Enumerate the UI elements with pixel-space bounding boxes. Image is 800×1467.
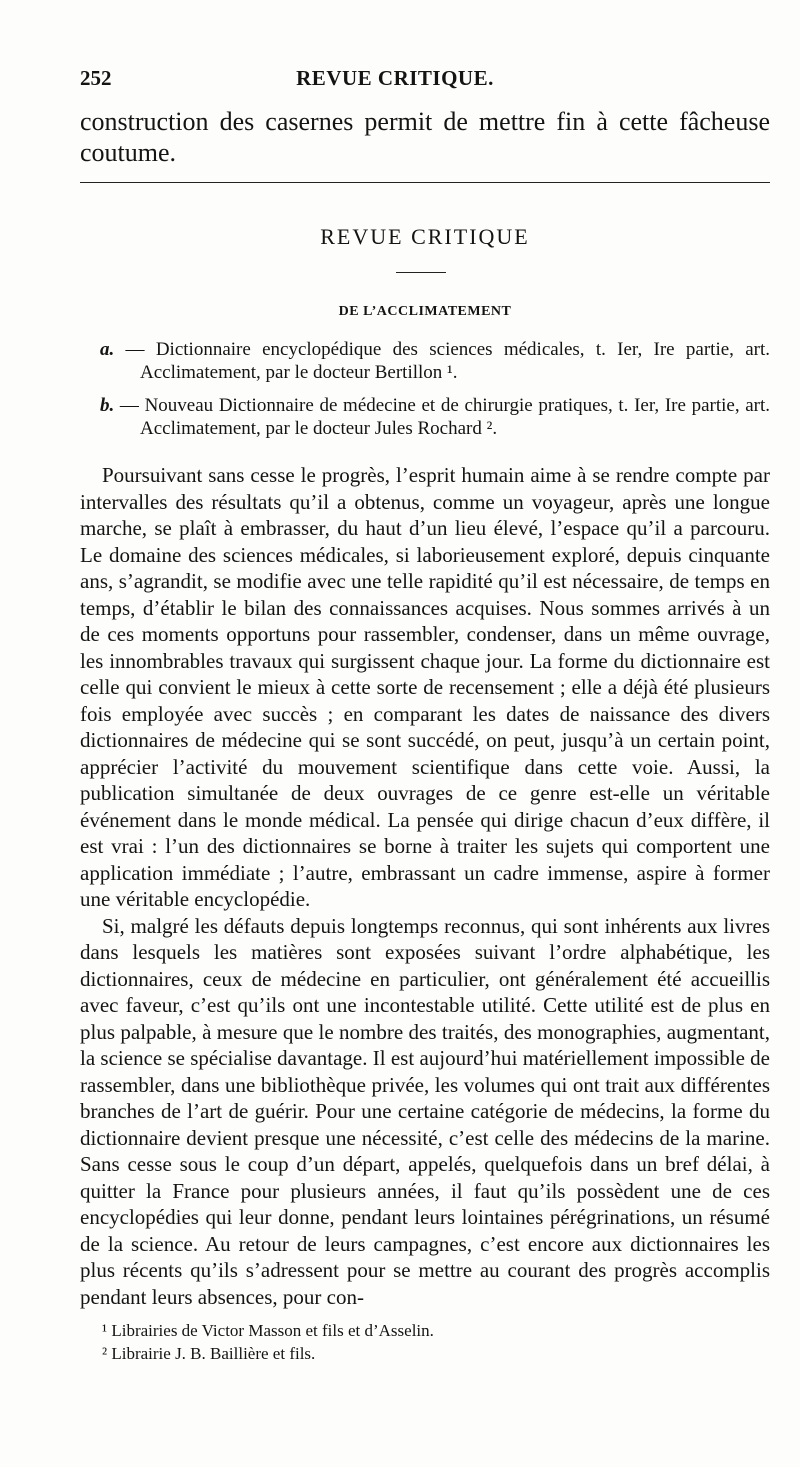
- running-title: REVUE CRITIQUE.: [296, 66, 494, 90]
- section-divider: [80, 182, 770, 183]
- title-divider: [396, 272, 446, 273]
- page-header: [80, 66, 710, 96]
- reference-letter: a.: [100, 339, 115, 360]
- footnotes: [80, 1319, 770, 1365]
- section-title: REVUE CRITIQUE: [320, 224, 530, 249]
- body-text: [80, 462, 770, 1310]
- paragraph: Poursuivant sans cesse le progrès, l’esprit humain aime à se rendre compte par intervalles des résultats qu’il a obtenus, comme un voyageur, après une longue marche, se plaît à embrasser, du haut d’un lieu élevé, l’espace qu’il a parcouru. Le domaine des sciences médicales, si laborieusement exploré, depuis cinquante ans, s’agrandit, se modifie avec une telle rapidité qu’il est nécessaire, de temps en temps, d’établir le bilan des connaissances acquises. Nous sommes arrivés à un de ces moments opportuns pour rassembler, condenser, dans un même ouvrage, les innombrables travaux qui surgissent chaque jour. La forme du dictionnaire est celle qui convient le mieux à cette sorte de recensement ; elle a déjà été plusieurs fois employée avec succès ; en comparant les dates de naissance des divers dictionnaires de médecine qui se sont succédé, on peut, jusqu’à un certain point, apprécier l’activité du mouvement scientifique dans cette voie. Aussi, la publication simultanée de deux ouvrages de ce genre est-elle un véritable événement dans le monde médical. La pensée qui dirige chacun d’eux diffère, il est vrai : l’un des dictionnaires se borne à traiter les sujets qui comportent une application immédiate ; l’autre, embrassant un cadre immense, aspire à former une véritable encyclopédie.: [80, 463, 770, 911]
- section-subject: DE L’ACCLIMATEMENT: [338, 304, 512, 319]
- reference-list: [80, 338, 770, 450]
- reference-text: — Dictionnaire encyclopédique des sciences médicales, t. Ier, Ire partie, art. Acclimatement, par le docteur Bertillon ¹.: [125, 339, 770, 383]
- footnote: ² Librairie J. B. Baillière et fils.: [102, 1344, 316, 1363]
- intro-text: construction des casernes permit de mettre fin à cette fâcheuse coutume.: [80, 107, 770, 167]
- footnote: ¹ Librairies de Victor Masson et fils et d’Asselin.: [102, 1321, 434, 1340]
- reference-text: — Nouveau Dictionnaire de médecine et de chirurgie pratiques, t. Ier, Ire partie, art. Acclimatement, par le docteur Jules Rochard ².: [119, 395, 771, 439]
- page-number: 252: [80, 66, 112, 90]
- reference-item: [100, 338, 770, 384]
- paragraph: Si, malgré les défauts depuis longtemps reconnus, qui sont inhérents aux livres dans lesquels les matières sont exposées suivant l’ordre alphabétique, les dictionnaires, ceux de médecine en particulier, ont généralement été accueillis avec faveur, c’est qu’ils ont une incontestable utilité. Cette utilité est de plus en plus palpable, à mesure que le nombre des traités, des monographies, augmentant, la science se spécialise davantage. Il est aujourd’hui matériellement impossible de rassembler, dans une bibliothèque privée, les volumes qui ont trait aux différentes branches de l’art de guérir. Pour une certaine catégorie de médecins, la forme du dictionnaire devient presque une nécessité, c’est celle des médecins de la marine. Sans cesse sous le coup d’un départ, appelés, quelquefois dans un bref délai, à quitter la France pour plusieurs années, il faut qu’ils possèdent une de ces encyclopédies qui leur donne, pendant leurs lointaines pérégrinations, un résumé de la science. Au retour de leurs campagnes, c’est encore aux dictionnaires les plus récents qu’ils s’adressent pour se mettre au courant des progrès accomplis pendant leurs absences, pour con-: [80, 913, 770, 1309]
- reference-item: [100, 394, 770, 440]
- reference-letter: b.: [100, 395, 115, 416]
